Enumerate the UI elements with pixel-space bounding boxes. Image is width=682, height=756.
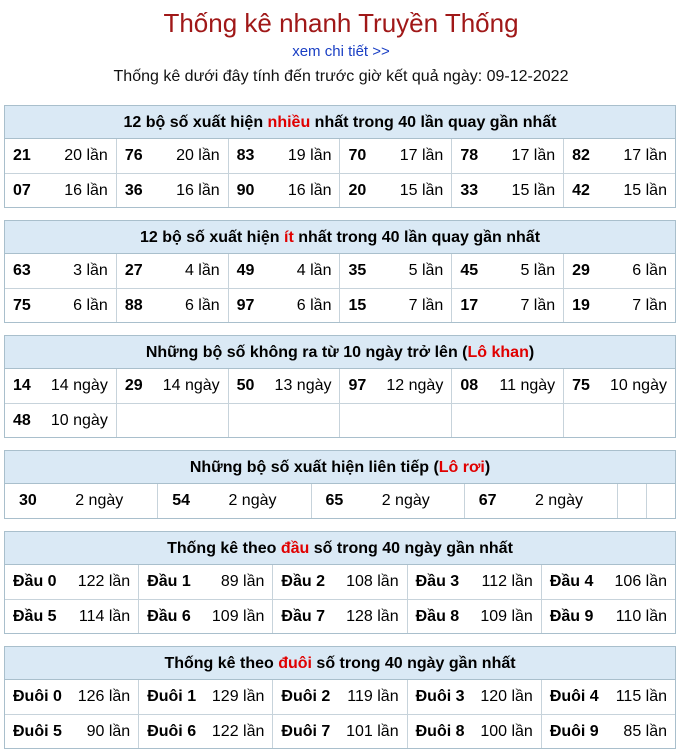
stat-count: 109 lần [211,607,265,625]
stat-count: 2 ngày [75,492,124,509]
stat-count: 2 ngày [228,492,277,509]
stat-cell [272,715,406,748]
stat-count: 12 ngày [386,377,444,394]
stat-cell [272,680,406,714]
stat-number: 97 [348,377,367,394]
stat-number: Đầu 0 [13,573,57,590]
stat-count: 5 lần [520,262,556,279]
stat-cell [563,289,675,322]
stat-number: Đầu 9 [549,607,594,625]
stat-count: 10 ngày [50,411,108,429]
stat-cell [541,715,675,748]
section-header: Những bộ số không ra từ 10 ngày trở lên (Lô khan) [5,336,675,369]
stat-cell [5,565,138,599]
stat-count: 126 lần [77,688,131,705]
stat-count: 16 lần [64,181,108,199]
stat-cell [5,139,116,173]
stat-cell [116,289,228,322]
stat-count: 5 lần [408,262,444,279]
stat-cell [228,139,340,173]
dau-stats-section [4,531,676,634]
stat-count: 100 lần [480,722,533,740]
stat-number: Đầu 3 [415,573,460,590]
stat-number: 70 [348,147,367,164]
stat-cell [563,254,675,288]
stat-cell [5,369,116,403]
stat-number: 07 [13,181,31,199]
stat-count: 17 lần [511,147,556,164]
stat-count: 129 lần [211,688,265,705]
least-frequent-section [4,220,676,323]
stat-cell [451,254,563,288]
stat-cell [339,254,451,288]
stat-cell [116,404,228,437]
stat-number: 75 [13,296,31,314]
stat-number: 35 [348,262,367,279]
stat-count: 6 lần [73,296,108,314]
stat-cell [339,404,451,437]
page-header [0,0,682,88]
lo-khan-section [4,335,676,438]
stat-number: 50 [236,377,255,394]
stat-number: 29 [572,262,590,279]
stat-number: 83 [236,147,255,164]
stat-cell [116,174,228,207]
stat-cell [407,680,541,714]
stat-row [5,369,675,403]
stat-cell [451,289,563,322]
stat-count: 6 lần [632,262,667,279]
stat-cell [451,139,563,173]
stat-cell [228,254,340,288]
stat-number: 78 [460,147,479,164]
stat-cell [157,484,310,518]
stat-number: Đầu 1 [147,573,191,590]
stat-cell [563,174,675,207]
section-header: Những bộ số xuất hiện liên tiếp (Lô rơi) [5,451,675,484]
stat-count: 109 lần [480,607,533,625]
section-header: 12 bộ số xuất hiện nhiều nhất trong 40 lần quay gần nhất [5,106,675,139]
stat-cell [339,289,451,322]
stat-cell [5,254,116,288]
stat-cell [339,174,451,207]
stat-row [5,403,675,437]
stat-count: 4 lần [296,262,332,279]
stat-cell [116,139,228,173]
stat-number: 27 [124,262,143,279]
stat-cell [407,565,541,599]
stat-number: Đầu 6 [147,607,191,625]
stat-cell [339,139,451,173]
stat-count: 2 ngày [534,492,583,509]
stat-count: 15 lần [399,181,444,199]
stat-number: 49 [236,262,255,279]
stat-cell [339,369,451,403]
stat-cell [464,484,617,518]
stat-cell [541,680,675,714]
stat-count: 122 lần [211,722,265,740]
stat-row [5,484,675,518]
stat-number: 08 [460,377,479,394]
stat-count: 7 lần [408,296,444,314]
stat-count: 13 ngày [274,377,332,394]
stat-row [5,139,675,173]
stat-number: 82 [572,147,590,164]
stat-number: 63 [13,262,31,279]
stat-cell [138,600,272,633]
stat-number: 76 [124,147,143,164]
stat-cell [138,715,272,748]
stat-cell [5,174,116,207]
stat-cell [272,565,406,599]
stat-cell [116,369,228,403]
stat-number: Đuôi 0 [13,688,62,705]
stat-number: Đuôi 9 [549,722,599,740]
lo-roi-section [4,450,676,519]
stat-number: Đuôi 6 [147,722,197,740]
stat-count: 112 lần [481,573,533,590]
stat-count: 2 ngày [381,492,430,509]
stat-count: 114 lần [78,607,131,625]
duoi-stats-section [4,646,676,749]
stat-row [5,714,675,748]
stat-number: 33 [460,181,479,199]
stat-row [5,680,675,714]
page-subtitle: Thống kê dưới đây tính đến trước giờ kết quả ngày: 09-12-2022 [113,68,569,85]
most-frequent-section [4,105,676,208]
stat-row [5,254,675,288]
section-header: Thống kê theo đầu số trong 40 ngày gần nhất [5,532,675,565]
stat-cell [5,289,116,322]
page-title: Thống kê nhanh Truyền Thống [163,8,519,38]
stat-number: 21 [13,147,31,164]
stat-count: 17 lần [623,147,667,164]
stat-row [5,173,675,207]
stat-number: 45 [460,262,479,279]
stat-row [5,288,675,322]
stat-number: Đuôi 3 [415,688,465,705]
stat-cell [116,254,228,288]
stat-number: 30 [19,492,37,509]
stat-number: 19 [572,296,590,314]
stat-cell [228,369,340,403]
stat-cell [563,404,675,437]
stat-number: 14 [13,377,31,394]
stat-cell [541,565,675,599]
stat-number: 20 [348,181,367,199]
stat-count: 4 lần [184,262,220,279]
stat-number: Đầu 8 [415,607,460,625]
stat-number: 67 [478,492,497,509]
stat-count: 15 lần [623,181,667,199]
stat-number: Đầu 7 [281,607,325,625]
section-header: 12 bộ số xuất hiện ít nhất trong 40 lần quay gần nhất [5,221,675,254]
stat-row [5,599,675,633]
view-details-link[interactable]: xem chi tiết >> [292,43,390,60]
stat-number: Đầu 5 [13,607,57,625]
stat-number: 42 [572,181,590,199]
stat-count: 16 lần [287,181,332,199]
stat-count: 14 ngày [162,377,220,394]
stat-count: 11 ngày [499,377,556,394]
stat-cell [228,174,340,207]
stat-number: 54 [172,492,191,509]
empty-cell [646,484,675,518]
stat-count: 16 lần [176,181,220,199]
stat-count: 3 lần [73,262,108,279]
stat-cell [138,565,272,599]
stat-count: 17 lần [399,147,444,164]
stat-number: Đầu 2 [281,573,325,590]
stat-number: 88 [124,296,143,314]
stat-cell [228,404,340,437]
stat-count: 6 lần [184,296,220,314]
stat-cell [5,484,157,518]
stat-count: 89 lần [220,573,265,590]
stat-cell [541,600,675,633]
stat-count: 7 lần [632,296,667,314]
stat-count: 120 lần [480,688,533,705]
section-header: Thống kê theo đuôi số trong 40 ngày gần nhất [5,647,675,680]
stat-cell [228,289,340,322]
stat-count: 106 lần [614,573,668,590]
stat-count: 6 lần [296,296,332,314]
stat-cell [311,484,464,518]
stat-number: 90 [236,181,255,199]
stat-cell [5,715,138,748]
stat-count: 15 lần [511,181,556,199]
stat-count: 10 ngày [610,377,667,394]
stat-count: 119 lần [347,688,399,705]
stat-cell [138,680,272,714]
stat-cell [451,404,563,437]
stat-cell [407,600,541,633]
stat-count: 7 lần [520,296,556,314]
stat-count: 19 lần [287,147,332,164]
stat-number: 75 [572,377,590,394]
stat-number: 15 [348,296,367,314]
stat-cell [563,369,675,403]
stat-cell [451,369,563,403]
stat-number: Đuôi 5 [13,722,62,740]
stat-count: 85 lần [623,722,668,740]
stat-cell [5,600,138,633]
stat-cell [563,139,675,173]
stat-row [5,565,675,599]
stat-cell [272,600,406,633]
stat-count: 108 lần [346,573,399,590]
stat-count: 122 lần [77,573,131,590]
stat-count: 128 lần [346,607,399,625]
stat-count: 101 lần [346,722,399,740]
stat-number: Đuôi 1 [147,688,197,705]
stat-number: 48 [13,411,31,429]
stat-number: Đuôi 2 [281,688,331,705]
stat-cell [407,715,541,748]
stat-count: 20 lần [64,147,108,164]
stat-count: 110 lần [615,607,668,625]
stat-count: 14 ngày [50,377,108,394]
stat-number: 97 [236,296,255,314]
stat-number: 29 [124,377,143,394]
stat-number: 17 [460,296,479,314]
stat-count: 115 lần [615,688,668,705]
stat-count: 20 lần [176,147,220,164]
stat-cell [5,680,138,714]
stat-number: Đuôi 7 [281,722,331,740]
stat-number: Đuôi 4 [549,688,599,705]
stat-count: 90 lần [86,722,131,740]
stat-cell [5,404,116,437]
stat-number: Đuôi 8 [415,722,465,740]
stat-number: Đầu 4 [549,573,594,590]
stat-number: 65 [325,492,344,509]
empty-cell [617,484,646,518]
stat-cell [451,174,563,207]
stat-number: 36 [124,181,143,199]
